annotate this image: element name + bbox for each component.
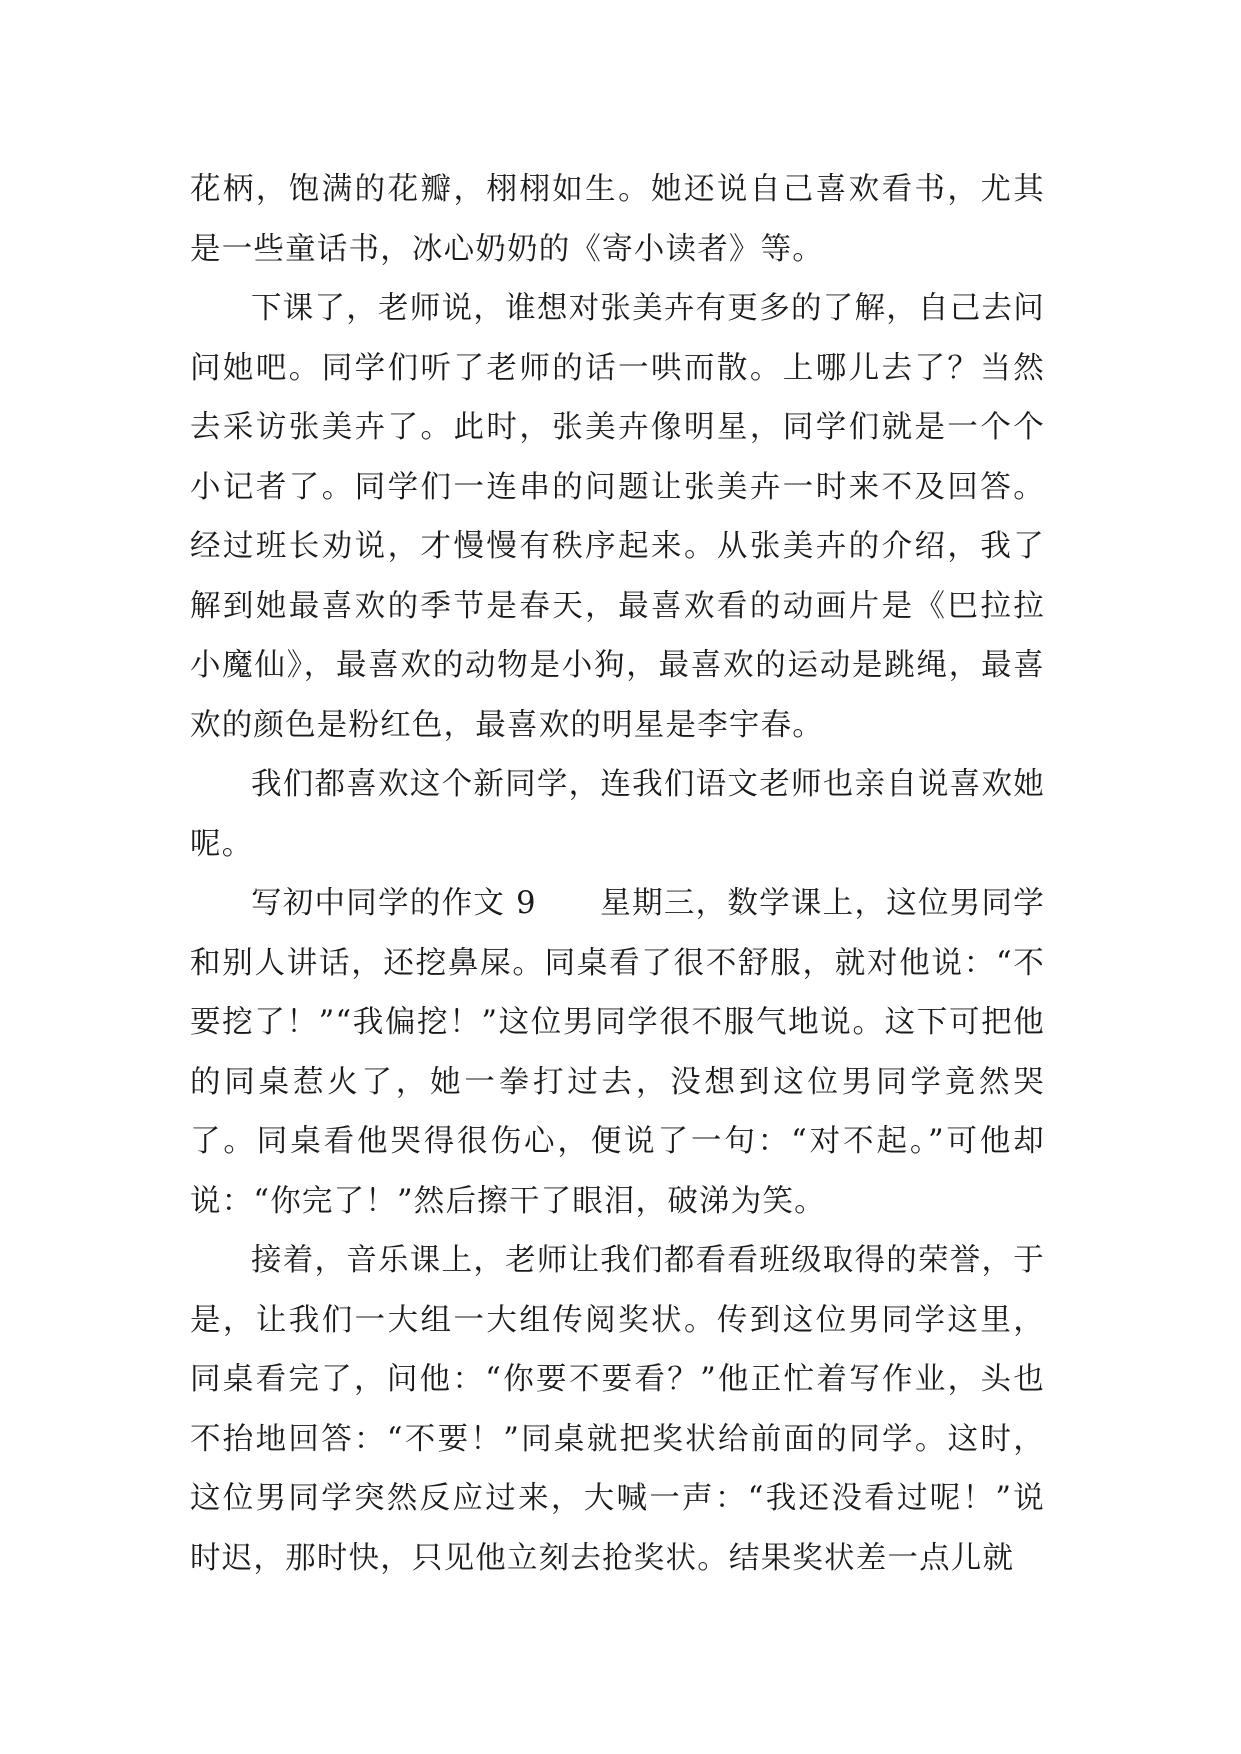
paragraph-5: 接着，音乐课上，老师让我们都看看班级取得的荣誉，于是，让我们一大组一大组传阅奖状。传到这位男同学这里，同桌看完了，问他：“你要不要看？”他正忙着写作业，头也不抬地回答：“不要！”同桌就把奖状给前面的同学。这时，这位男同学突然反应过来，大喊一声：“我还没看过呢！”说时迟，那时快，只见他立刻去抢奖状。结果奖状差一点儿就 [190, 1243, 1045, 1576]
paragraph-2: 下课了，老师说，谁想对张美卉有更多的了解，自己去问问她吧。同学们听了老师的话一哄而散。上哪儿去了？当然去采访张美卉了。此时，张美卉像明星，同学们就是一个个小记者了。同学们一连串的问题让张美卉一时来不及回答。经过班长劝说，才慢慢有秩序起来。从张美卉的介绍，我了解到她最喜欢的季节是春天，最喜欢看的动画片是《巴拉拉小魔仙》，最喜欢的动物是小狗，最喜欢的运动是跳绳，最喜欢的颜色是粉红色，最喜欢的明星是李宇春。 [190, 291, 1045, 743]
body-text [190, 160, 1045, 1588]
paragraph-3: 我们都喜欢这个新同学，连我们语文老师也亲自说喜欢她呢。 [190, 767, 1045, 862]
paragraph-4: 写初中同学的作文 9 星期三，数学课上，这位男同学和别人讲话，还挖鼻屎。同桌看了很不舒服，就对他说：“不要挖了！”“我偏挖！”这位男同学很不服气地说。这下可把他的同桌惹火了，她一拳打过去，没想到这位男同学竟然哭了。同桌看他哭得很伤心，便说了一句：“对不起。”可他却说：“你完了！”然后擦干了眼泪，破涕为笑。 [190, 886, 1045, 1219]
paragraph-1: 花柄，饱满的花瓣，栩栩如生。她还说自己喜欢看书，尤其是一些童话书，冰心奶奶的《寄小读者》等。 [190, 172, 1045, 267]
